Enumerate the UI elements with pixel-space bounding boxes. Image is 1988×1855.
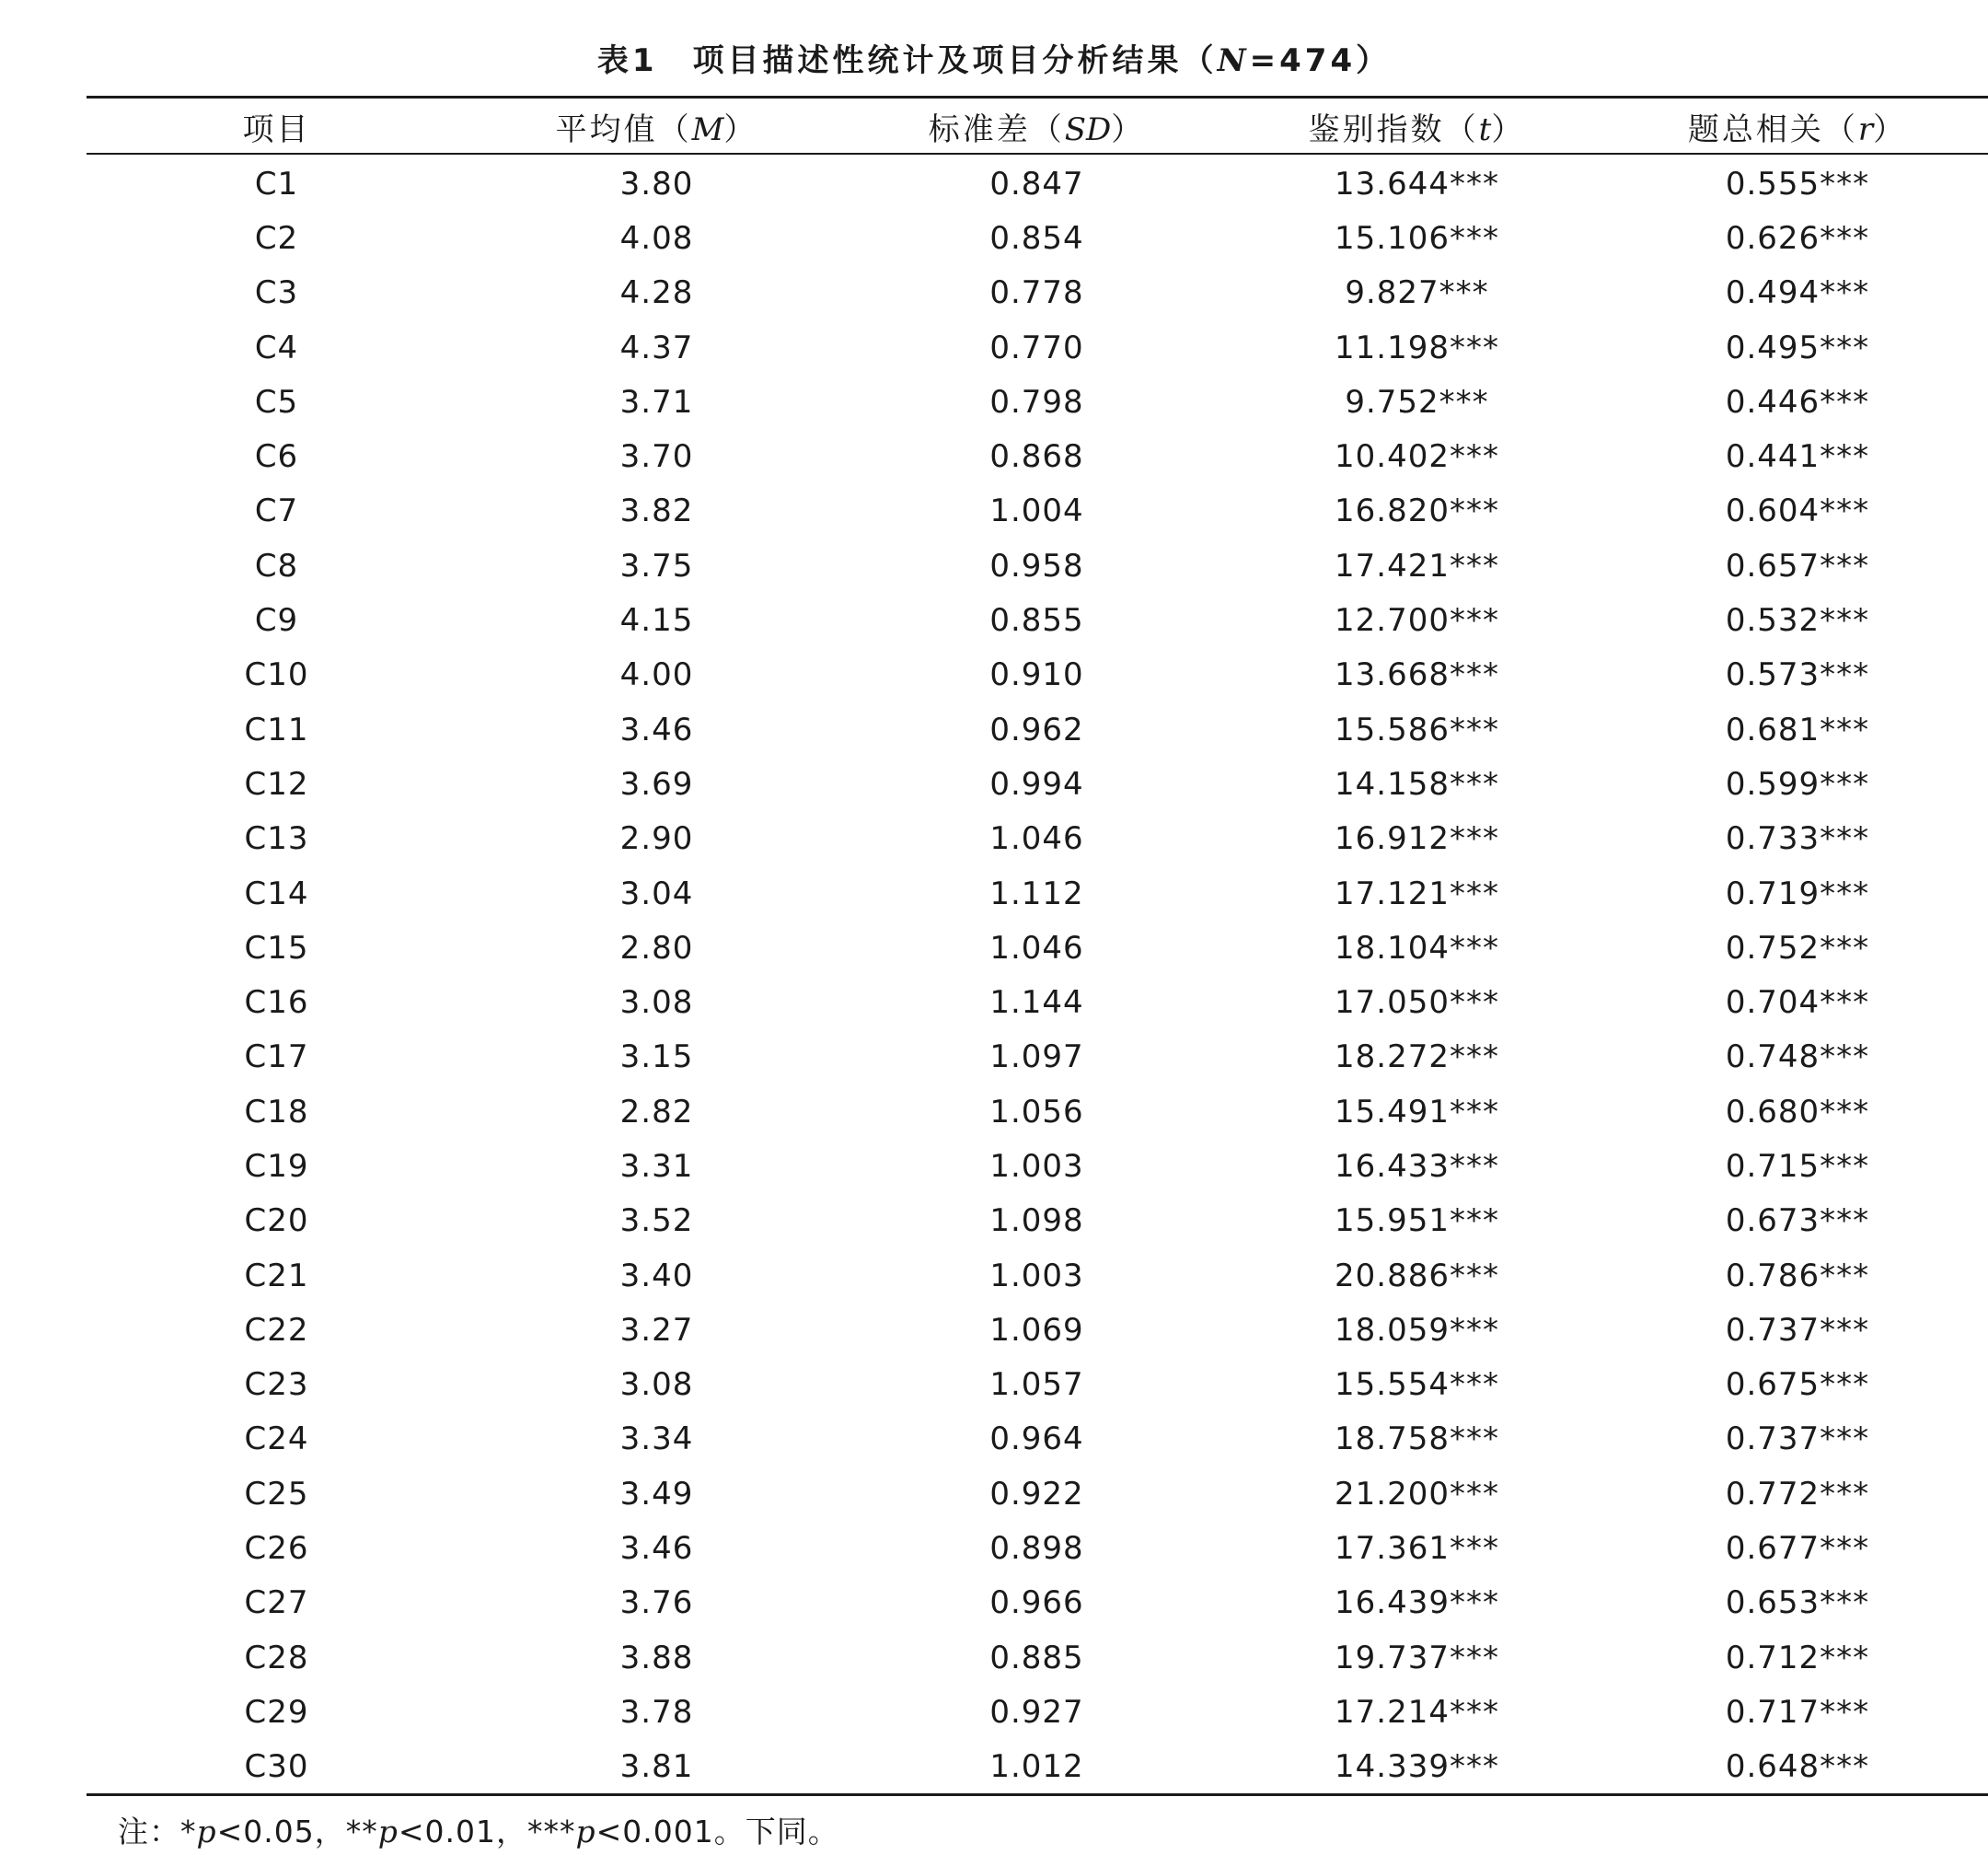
- cell-sd: 0.964: [989, 1420, 1084, 1458]
- table-row: [87, 1630, 1988, 1685]
- note-p-2: p: [377, 1814, 399, 1849]
- cell-correlation: 0.681***: [1725, 711, 1870, 748]
- cell-correlation: 0.604***: [1725, 493, 1870, 530]
- cell-sd: 0.927: [989, 1693, 1084, 1731]
- cell-sd: 0.868: [989, 438, 1084, 476]
- cell-item: C25: [244, 1475, 309, 1513]
- cell-sd: 1.056: [989, 1093, 1084, 1130]
- cell-sd: 0.966: [989, 1584, 1084, 1622]
- table-row: [87, 702, 1988, 757]
- cell-discrimination: 15.554***: [1335, 1366, 1499, 1404]
- cell-item: C2: [254, 219, 299, 257]
- note-p-3: p: [575, 1814, 596, 1849]
- cell-sd: 0.770: [989, 329, 1084, 366]
- cell-item: C1: [254, 165, 299, 203]
- cell-correlation: 0.648***: [1725, 1748, 1870, 1786]
- cell-sd: 0.962: [989, 711, 1084, 748]
- table-row: [87, 1412, 1988, 1467]
- cell-item: C17: [244, 1038, 309, 1076]
- table-row: [87, 593, 1988, 647]
- cell-discrimination: 19.737***: [1335, 1639, 1499, 1676]
- cell-sd: 0.854: [989, 219, 1084, 257]
- cell-correlation: 0.673***: [1725, 1202, 1870, 1240]
- cell-correlation: 0.680***: [1725, 1093, 1870, 1130]
- cell-discrimination: 10.402***: [1335, 438, 1499, 476]
- cell-item: C23: [244, 1366, 309, 1404]
- caption-n-value: =474: [1249, 42, 1357, 79]
- cell-correlation: 0.677***: [1725, 1530, 1870, 1568]
- cell-item: C14: [244, 875, 309, 912]
- cell-discrimination: 9.752***: [1345, 383, 1489, 421]
- cell-mean: 3.08: [619, 984, 694, 1022]
- cell-item: C6: [254, 438, 299, 476]
- cell-mean: 3.75: [619, 547, 694, 585]
- table-row: [87, 1303, 1988, 1357]
- cell-correlation: 0.786***: [1725, 1257, 1870, 1294]
- cell-item: C3: [254, 274, 299, 312]
- table-row: [87, 1194, 1988, 1248]
- cell-mean: 3.82: [619, 493, 694, 530]
- cell-sd: 0.910: [989, 656, 1084, 694]
- cell-discrimination: 17.214***: [1335, 1693, 1499, 1731]
- note-stars-1: *: [180, 1814, 197, 1849]
- cell-mean: 3.69: [619, 765, 694, 803]
- cell-item: C30: [244, 1748, 309, 1786]
- cell-mean: 4.37: [619, 329, 694, 366]
- cell-item: C15: [244, 929, 309, 967]
- cell-discrimination: 17.050***: [1335, 984, 1499, 1022]
- cell-discrimination: 11.198***: [1335, 329, 1499, 366]
- table-caption: [0, 35, 1988, 87]
- cell-item: C16: [244, 984, 309, 1022]
- table-row: [87, 211, 1988, 265]
- cell-discrimination: 16.912***: [1335, 820, 1499, 858]
- cell-mean: 2.90: [619, 820, 694, 858]
- cell-sd: 1.097: [989, 1038, 1084, 1076]
- cell-mean: 3.46: [619, 711, 694, 748]
- cell-sd: 1.003: [989, 1147, 1084, 1185]
- table-header-row: [87, 99, 1988, 153]
- note-stars-2: **: [345, 1814, 378, 1849]
- cell-correlation: 0.715***: [1725, 1147, 1870, 1185]
- cell-mean: 3.40: [619, 1257, 694, 1294]
- cell-item: C11: [244, 711, 309, 748]
- cell-discrimination: 9.827***: [1345, 274, 1489, 312]
- cell-discrimination: 20.886***: [1335, 1257, 1499, 1294]
- cell-discrimination: 17.421***: [1335, 547, 1499, 585]
- table-body: [87, 157, 1988, 1794]
- cell-mean: 3.27: [619, 1311, 694, 1349]
- table-row: [87, 429, 1988, 483]
- cell-correlation: 0.573***: [1725, 656, 1870, 694]
- cell-mean: 2.80: [619, 929, 694, 967]
- cell-item: C20: [244, 1202, 309, 1240]
- cell-correlation: 0.712***: [1725, 1639, 1870, 1676]
- column-header-discrimination: 鉴别指数（t）: [1308, 110, 1526, 148]
- cell-correlation: 0.599***: [1725, 765, 1870, 803]
- cell-sd: 1.012: [989, 1748, 1084, 1786]
- table-row: [87, 921, 1988, 975]
- cell-discrimination: 14.339***: [1335, 1748, 1499, 1786]
- cell-sd: 0.798: [989, 383, 1084, 421]
- table-row: [87, 812, 1988, 866]
- cell-correlation: 0.737***: [1725, 1420, 1870, 1458]
- caption-title-prefix: 项目描述性统计及项目分析结果（: [692, 42, 1218, 79]
- cell-sd: 1.144: [989, 984, 1084, 1022]
- table-row: [87, 1248, 1988, 1303]
- cell-mean: 3.76: [619, 1584, 694, 1622]
- cell-discrimination: 12.700***: [1335, 602, 1499, 640]
- cell-sd: 0.994: [989, 765, 1084, 803]
- cell-correlation: 0.495***: [1725, 329, 1870, 366]
- cell-item: C28: [244, 1639, 309, 1676]
- cell-discrimination: 14.158***: [1335, 765, 1499, 803]
- cell-sd: 0.885: [989, 1639, 1084, 1676]
- cell-discrimination: 15.951***: [1335, 1202, 1499, 1240]
- note-text-1: <0.05，: [216, 1814, 346, 1849]
- note-text-3: <0.001。下同。: [595, 1814, 839, 1849]
- cell-correlation: 0.733***: [1725, 820, 1870, 858]
- table-row: [87, 975, 1988, 1029]
- cell-discrimination: 17.361***: [1335, 1530, 1499, 1568]
- table-row: [87, 1685, 1988, 1739]
- cell-sd: 1.004: [989, 493, 1084, 530]
- cell-item: C27: [244, 1584, 309, 1622]
- cell-item: C9: [254, 602, 299, 640]
- table-row: [87, 757, 1988, 811]
- cell-correlation: 0.748***: [1725, 1038, 1870, 1076]
- note-p-1: p: [196, 1814, 217, 1849]
- caption-title-suffix: ）: [1356, 42, 1392, 79]
- cell-sd: 1.046: [989, 820, 1084, 858]
- cell-discrimination: 18.059***: [1335, 1311, 1499, 1349]
- table-row: [87, 648, 1988, 702]
- cell-item: C4: [254, 329, 299, 366]
- cell-mean: 3.49: [619, 1475, 694, 1513]
- caption-n-symbol: N: [1217, 42, 1250, 79]
- table-row: [87, 375, 1988, 429]
- cell-mean: 3.08: [619, 1366, 694, 1404]
- table-row: [87, 1576, 1988, 1630]
- table-row: [87, 157, 1988, 211]
- table-row: [87, 1467, 1988, 1521]
- column-header-item-total-correlation: 题总相关（r）: [1687, 110, 1908, 148]
- table-row: [87, 1139, 1988, 1193]
- table-row: [87, 1358, 1988, 1412]
- cell-mean: 3.04: [619, 875, 694, 912]
- cell-sd: 1.057: [989, 1366, 1084, 1404]
- cell-mean: 3.31: [619, 1147, 694, 1185]
- table-row: [87, 1521, 1988, 1575]
- table-row: [87, 266, 1988, 320]
- cell-sd: 0.778: [989, 274, 1084, 312]
- column-header-mean: 平均值（M）: [555, 110, 758, 148]
- cell-mean: 3.78: [619, 1693, 694, 1731]
- cell-item: C19: [244, 1147, 309, 1185]
- cell-mean: 4.00: [619, 656, 694, 694]
- cell-discrimination: 16.820***: [1335, 493, 1499, 530]
- cell-mean: 3.88: [619, 1639, 694, 1676]
- cell-discrimination: 13.644***: [1335, 165, 1499, 203]
- cell-sd: 0.847: [989, 165, 1084, 203]
- cell-mean: 3.15: [619, 1038, 694, 1076]
- cell-mean: 3.81: [619, 1748, 694, 1786]
- table-row: [87, 1084, 1988, 1139]
- cell-discrimination: 15.491***: [1335, 1093, 1499, 1130]
- note-stars-3: ***: [527, 1814, 576, 1849]
- cell-mean: 3.46: [619, 1530, 694, 1568]
- cell-correlation: 0.653***: [1725, 1584, 1870, 1622]
- cell-discrimination: 16.439***: [1335, 1584, 1499, 1622]
- cell-sd: 1.003: [989, 1257, 1084, 1294]
- cell-correlation: 0.446***: [1725, 383, 1870, 421]
- cell-item: C21: [244, 1257, 309, 1294]
- cell-item: C12: [244, 765, 309, 803]
- cell-correlation: 0.717***: [1725, 1693, 1870, 1731]
- table-row: [87, 1740, 1988, 1794]
- cell-correlation: 0.737***: [1725, 1311, 1870, 1349]
- cell-sd: 0.898: [989, 1530, 1084, 1568]
- cell-sd: 0.855: [989, 602, 1084, 640]
- cell-item: C13: [244, 820, 309, 858]
- cell-sd: 1.046: [989, 929, 1084, 967]
- cell-sd: 1.069: [989, 1311, 1084, 1349]
- table-row: [87, 866, 1988, 921]
- cell-correlation: 0.555***: [1725, 165, 1870, 203]
- cell-item: C7: [254, 493, 299, 530]
- cell-mean: 4.28: [619, 274, 694, 312]
- cell-sd: 1.098: [989, 1202, 1084, 1240]
- table-row: [87, 484, 1988, 539]
- cell-correlation: 0.772***: [1725, 1475, 1870, 1513]
- cell-discrimination: 21.200***: [1335, 1475, 1499, 1513]
- cell-correlation: 0.626***: [1725, 219, 1870, 257]
- cell-item: C22: [244, 1311, 309, 1349]
- cell-item: C10: [244, 656, 309, 694]
- cell-mean: 4.15: [619, 602, 694, 640]
- table-row: [87, 1030, 1988, 1084]
- cell-item: C29: [244, 1693, 309, 1731]
- table-top-rule: [87, 96, 1988, 99]
- cell-discrimination: 16.433***: [1335, 1147, 1499, 1185]
- cell-correlation: 0.675***: [1725, 1366, 1870, 1404]
- cell-mean: 3.70: [619, 438, 694, 476]
- column-header-item: 项目: [242, 110, 311, 148]
- note-label: 注：: [118, 1814, 180, 1849]
- cell-discrimination: 17.121***: [1335, 875, 1499, 912]
- cell-correlation: 0.532***: [1725, 602, 1870, 640]
- cell-mean: 4.08: [619, 219, 694, 257]
- cell-item: C5: [254, 383, 299, 421]
- cell-correlation: 0.441***: [1725, 438, 1870, 476]
- cell-item: C26: [244, 1530, 309, 1568]
- cell-discrimination: 13.668***: [1335, 656, 1499, 694]
- cell-item: C24: [244, 1420, 309, 1458]
- cell-mean: 3.34: [619, 1420, 694, 1458]
- cell-sd: 0.922: [989, 1475, 1084, 1513]
- table-header-rule: [87, 153, 1988, 155]
- cell-item: C8: [254, 547, 299, 585]
- cell-correlation: 0.494***: [1725, 274, 1870, 312]
- cell-mean: 2.82: [619, 1093, 694, 1130]
- column-header-sd: 标准差（SD）: [928, 110, 1146, 148]
- note-text-2: <0.01，: [398, 1814, 528, 1849]
- cell-correlation: 0.719***: [1725, 875, 1870, 912]
- table-bottom-rule: [87, 1793, 1988, 1796]
- cell-discrimination: 15.106***: [1335, 219, 1499, 257]
- cell-correlation: 0.752***: [1725, 929, 1870, 967]
- cell-discrimination: 18.104***: [1335, 929, 1499, 967]
- caption-label: 表1: [596, 42, 658, 79]
- cell-correlation: 0.657***: [1725, 547, 1870, 585]
- cell-discrimination: 18.272***: [1335, 1038, 1499, 1076]
- cell-mean: 3.52: [619, 1202, 694, 1240]
- cell-discrimination: 15.586***: [1335, 711, 1499, 748]
- table-row: [87, 320, 1988, 375]
- cell-sd: 0.958: [989, 547, 1084, 585]
- cell-sd: 1.112: [989, 875, 1084, 912]
- cell-item: C18: [244, 1093, 309, 1130]
- cell-mean: 3.80: [619, 165, 694, 203]
- table-row: [87, 539, 1988, 593]
- cell-mean: 3.71: [619, 383, 694, 421]
- cell-correlation: 0.704***: [1725, 984, 1870, 1022]
- cell-discrimination: 18.758***: [1335, 1420, 1499, 1458]
